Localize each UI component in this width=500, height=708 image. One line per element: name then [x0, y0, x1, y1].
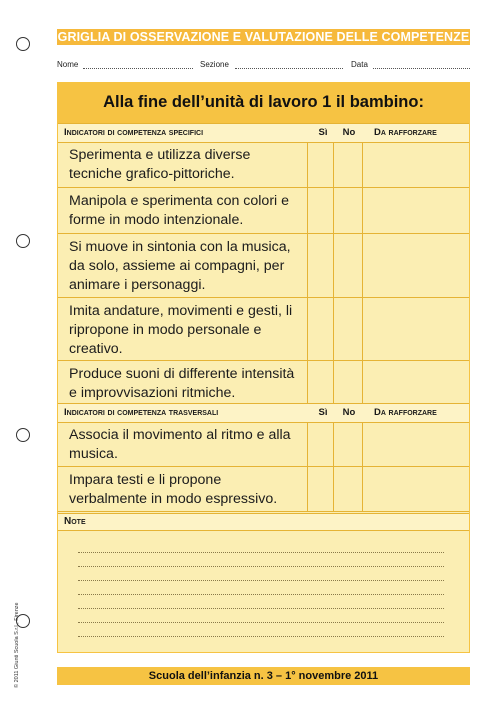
si-column-header: Sì — [318, 407, 328, 418]
transversal-indicators-label: Indicatori di competenza trasversali — [64, 407, 219, 418]
table-row — [58, 361, 469, 404]
table-row — [58, 467, 469, 512]
da-rafforzare-column-header: Da rafforzare — [374, 407, 437, 418]
indicator-text: Imita andature, movimenti e gesti, li ripropone in modo personale e creativo. — [69, 303, 293, 357]
table-row — [58, 188, 469, 234]
notes-label: Note — [64, 516, 86, 527]
note-line[interactable] — [78, 622, 444, 623]
indicator-text: Sperimenta e utilizza diverse tecniche grafico-pittoriche. — [69, 147, 251, 182]
table-row — [58, 298, 469, 361]
copyright-text: © 2011 Giunti Scuola S.r.l., Firenze — [14, 602, 20, 688]
indicator-text: Manipola e sperimenta con colori e forme in modo intenzionale. — [69, 193, 290, 228]
table-row — [58, 422, 469, 467]
notes-header — [58, 513, 469, 531]
si-column-header: Sì — [318, 127, 328, 138]
table-row — [58, 234, 469, 298]
data-label: Data — [351, 60, 368, 69]
specific-indicators-header — [58, 123, 469, 143]
da-rafforzare-column-header: Da rafforzare — [374, 127, 437, 138]
indicator-text: Associa il movimento al ritmo e alla musica. — [69, 427, 291, 462]
note-line[interactable] — [78, 552, 444, 553]
table-title: Alla fine dell’unità di lavoro 1 il bambino: — [103, 93, 424, 111]
table-title-band — [58, 83, 469, 123]
no-column-header: No — [342, 127, 356, 138]
binder-hole-3 — [16, 428, 30, 442]
nome-field[interactable] — [83, 68, 193, 69]
student-info-line — [57, 60, 470, 72]
note-line[interactable] — [78, 566, 444, 567]
data-field[interactable] — [373, 68, 470, 69]
specific-indicators-label: Indicatori di competenza specifici — [64, 127, 204, 138]
indicator-text: Si muove in sintonia con la musica, da solo, assieme ai compagni, per animare i personaggi. — [69, 239, 291, 293]
nome-label: Nome — [57, 60, 79, 69]
transversal-indicators-header — [58, 403, 469, 423]
page-title: GRIGLIA DI OSSERVAZIONE E VALUTAZIONE DELLE COMPETENZE — [57, 30, 470, 44]
indicator-text: Impara testi e li propone verbalmente in modo espressivo. — [69, 472, 278, 507]
binder-hole-1 — [16, 37, 30, 51]
note-line[interactable] — [78, 636, 444, 637]
note-line[interactable] — [78, 580, 444, 581]
table-row — [58, 142, 469, 188]
evaluation-table — [57, 82, 470, 653]
footer-caption: Scuola dell’infanzia n. 3 – 1° novembre 2011 — [57, 667, 470, 685]
indicator-text: Produce suoni di differente intensità e improvvisazioni ritmiche. — [69, 366, 295, 401]
note-line[interactable] — [78, 594, 444, 595]
sezione-field[interactable] — [235, 68, 343, 69]
binder-hole-2 — [16, 234, 30, 248]
no-column-header: No — [342, 407, 356, 418]
sezione-label: Sezione — [200, 60, 229, 69]
note-line[interactable] — [78, 608, 444, 609]
